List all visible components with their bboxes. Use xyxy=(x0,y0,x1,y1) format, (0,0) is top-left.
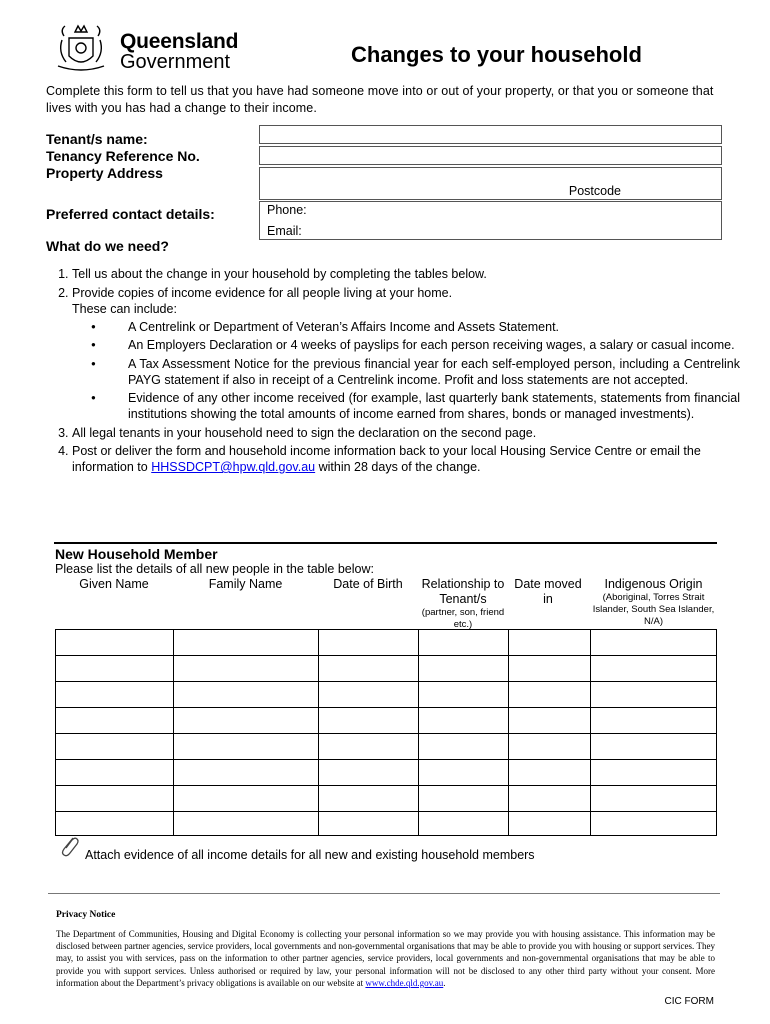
form-code: CIC FORM xyxy=(664,996,714,1007)
col-family-name: Family Name xyxy=(208,577,283,591)
step-4 xyxy=(72,443,740,475)
col-origin-label: Indigenous Origin xyxy=(604,577,703,591)
intro-text: Complete this form to tell us that you have had someone move into or out of your property, or that you or someone that lives with you has had a change to their income. xyxy=(46,84,714,115)
step-3: 3. All legal tenants in your household need to sign the declaration on the second page. xyxy=(72,425,740,441)
privacy-end: . xyxy=(443,977,446,988)
phone-label: Phone: xyxy=(267,203,307,217)
property-address-label: Property Address xyxy=(46,165,163,181)
household-member-table[interactable] xyxy=(55,629,717,836)
privacy-title: Privacy Notice xyxy=(56,910,116,920)
col-date-of-birth: Date of Birth xyxy=(333,577,403,591)
evidence-list xyxy=(72,319,740,423)
postcode-label: Postcode xyxy=(568,184,621,198)
evidence-item: ● A Centrelink or Department of Veteran’s Affairs Income and Assets Statement. xyxy=(128,319,740,335)
tenant-name-field[interactable] xyxy=(259,125,722,144)
section-title: New Household Member xyxy=(55,546,218,562)
email-label: Email: xyxy=(267,224,302,238)
section-subtitle: Please list the details of all new people in the table below: xyxy=(55,562,374,576)
logo-government: Government xyxy=(120,51,231,73)
privacy-divider xyxy=(48,893,720,894)
col-date-moved-in: Date moved in xyxy=(514,577,582,606)
steps-list xyxy=(46,266,740,478)
privacy-link[interactable]: www.chde.qld.gov.au xyxy=(365,977,444,988)
step-2 xyxy=(72,285,740,423)
property-address-field[interactable] xyxy=(259,167,722,200)
col-relationship-note: (partner, son, friend etc.) xyxy=(421,607,505,630)
privacy-body: The Department of Communities, Housing and Digital Economy is collecting your personal information so we may provide you with housing assistance. This information may be disclosed between partner agencies, service providers, local governments and non-governmental organisations that may be able to provide you with housing or support services. They may, to assist you with services, pass on the information to other partner agencies, service providers, local governments and non-governmental organisations that may be able to provide you with support services. Unless authorised or required by law, your personal information will not be disclosed to any other third party without your consent. More information about the Department’s privacy obligations is available on our website at xyxy=(56,929,715,988)
evidence-item: ● Evidence of any other income received (for example, last quarterly bank statements, statements from financial institutions showing the total amounts of income earned from shares, bonds or managed investments). xyxy=(128,390,740,422)
evidence-item: ● An Employers Declaration or 4 weeks of payslips for each person receiving wages, a salary or casual income. xyxy=(128,337,740,353)
col-indigenous-origin xyxy=(590,577,717,628)
col-relationship xyxy=(418,577,508,631)
contact-details-field[interactable] xyxy=(259,201,722,240)
tenancy-ref-field[interactable] xyxy=(259,146,722,165)
contact-label: Preferred contact details: xyxy=(46,206,215,222)
step-2-text: Provide copies of income evidence for all people living at your home. xyxy=(72,285,453,300)
evidence-item: ● A Tax Assessment Notice for the previous financial year for each self-employed person, including a Centrelink PAYG statement if also in receipt of a Centrelink income. Profit and loss statements are not accepted. xyxy=(128,356,740,388)
step-4-text: Post or deliver the form and household income information back to your local Housing Service Centre or email the information to xyxy=(72,444,701,474)
privacy-text xyxy=(56,928,715,989)
col-given-name: Given Name xyxy=(79,577,149,591)
what-heading: What do we need? xyxy=(46,238,169,254)
email-link[interactable]: HHSSDCPT@hpw.qld.gov.au xyxy=(151,460,316,474)
tenant-name-label: Tenant/s name: xyxy=(46,131,148,147)
logo-queensland: Queensland xyxy=(120,30,239,53)
page-title: Changes to your household xyxy=(351,42,642,67)
step-2-sub: These can include: xyxy=(72,301,177,316)
queensland-crest-icon xyxy=(52,18,110,76)
tenancy-ref-label: Tenancy Reference No. xyxy=(46,148,200,164)
attach-note: Attach evidence of all income details for all new and existing household members xyxy=(85,848,535,862)
col-relationship-label: Relationship to Tenant/s xyxy=(421,577,505,606)
col-origin-note: (Aboriginal, Torres Strait Islander, South Sea Islander, N/A) xyxy=(592,592,715,627)
step-1: 1. Tell us about the change in your household by completing the tables below. xyxy=(72,266,740,282)
section-divider xyxy=(54,542,717,544)
paperclip-icon xyxy=(58,834,80,858)
step-4-end: within 28 days of the change. xyxy=(315,460,481,474)
